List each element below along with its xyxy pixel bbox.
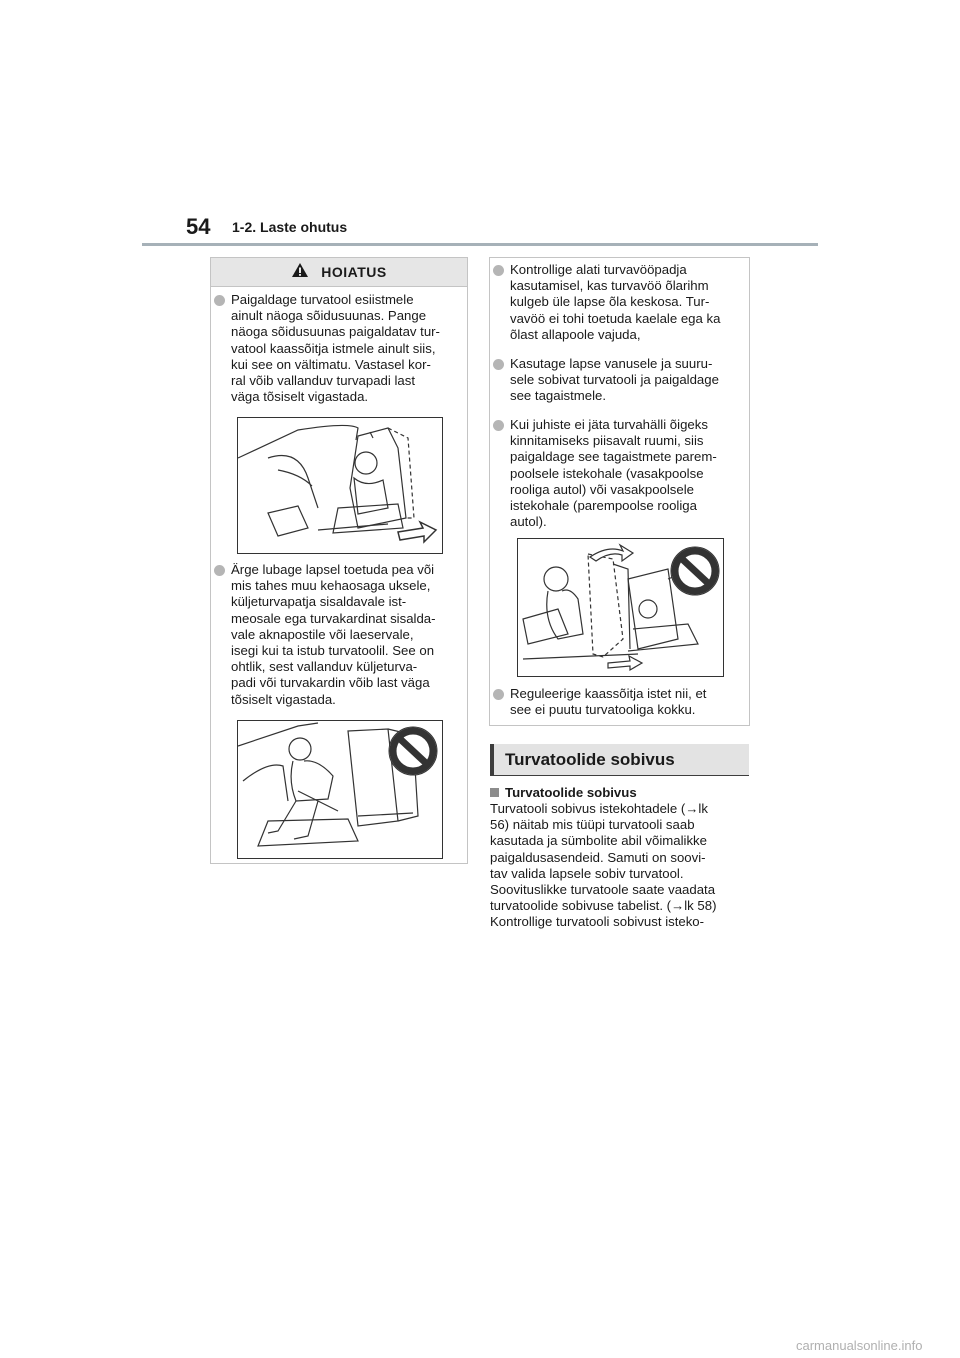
prohibited-icon	[389, 727, 437, 775]
subheading-text: Turvatoolide sobivus	[505, 785, 637, 800]
warning-bullet-5: Kui juhiste ei jäta turvahälli õigeks kinnitamiseks piisavalt ruumi, siis paigaldage see tagaistmete parem- poolsele istekohale (vasakpoolse rooliga autol) või vasakpoolsele istekohale (parempoolse rooliga autol).	[493, 417, 748, 530]
bullet-dot	[493, 689, 504, 700]
warning-label: HOIATUS	[321, 264, 387, 280]
bullet-dot	[493, 420, 504, 431]
illustration-child-leaning-on-door	[237, 720, 443, 859]
warning-bullet-4: Kasutage lapse vanusele ja suuru- sele sobivat turvatooli ja paigaldage see tagaistmele.	[493, 356, 748, 405]
page-number: 54	[186, 214, 211, 239]
warning-box-continued	[489, 257, 750, 726]
warning-bullet-6: Reguleerige kaassõitja istet nii, et see ei puutu turvatooliga kokku.	[493, 686, 748, 718]
bullet-dot	[493, 359, 504, 370]
subheading	[490, 785, 637, 800]
section-paragraph: Turvatooli sobivus istekohtadele (→lk 56) näitab mis tüüpi turvatooli saab kasutada ja sümbolite abil võimalikke paigaldusasendeid. Samuti on soovi- tav valida lapsele sobiv turvatool. Soovituslikke turvatoole saate vaadata turvatoolide sobivuse tabelist. (→lk 58) Kontrollige turvatooli sobivust isteko-	[490, 801, 717, 930]
warning-box	[210, 257, 468, 864]
warning-triangle-icon	[291, 262, 309, 283]
bullet-dot	[214, 565, 225, 576]
warning-bullet-2: Ärge lubage lapsel toetuda pea või mis tahes muu kehaosaga uksele, küljeturvapatja sisaldavale ist- meosale ega turvakardinat sisalda- vale aknapostile või laeservale, isegi kui ta istub turvatoolil. See on ohtlik, sest vallanduv küljeturva- padi või turvakardin võib last väga tõsiselt vigastada.	[214, 562, 466, 708]
footer-watermark-url: carmanualsonline.info	[796, 1338, 923, 1353]
square-bullet-icon	[490, 788, 499, 797]
header-rule	[142, 243, 818, 246]
bullet-dot	[214, 295, 225, 306]
section-heading: Turvatoolide sobivus	[490, 744, 749, 776]
warning-header	[211, 258, 467, 287]
warning-bullet-1: Paigaldage turvatool esiistmele ainult näoga sõidusuunas. Pange näoga sõidusuunas paigaldatav tur- vatool kaassõitja istmele ainult siis, kui see on vältimatu. Vastasel kor- ral võib vallanduv turvapadi last väga tõsiselt vigastada.	[214, 292, 466, 405]
section-title: 1-2. Laste ohutus	[232, 219, 348, 235]
warning-bullet-3: Kontrollige alati turvavööpadja kasutamisel, kas turvavöö õlarihm kulgeb üle lapse õla keskosa. Tur- vavöö ei tohi toetuda kaelale ega ka õlast allapoole vajuda,	[493, 262, 748, 343]
prohibited-icon	[671, 547, 719, 595]
illustration-front-facing-child-seat	[237, 417, 443, 554]
illustration-rear-facing-seat-front	[517, 538, 724, 677]
bullet-dot	[493, 265, 504, 276]
